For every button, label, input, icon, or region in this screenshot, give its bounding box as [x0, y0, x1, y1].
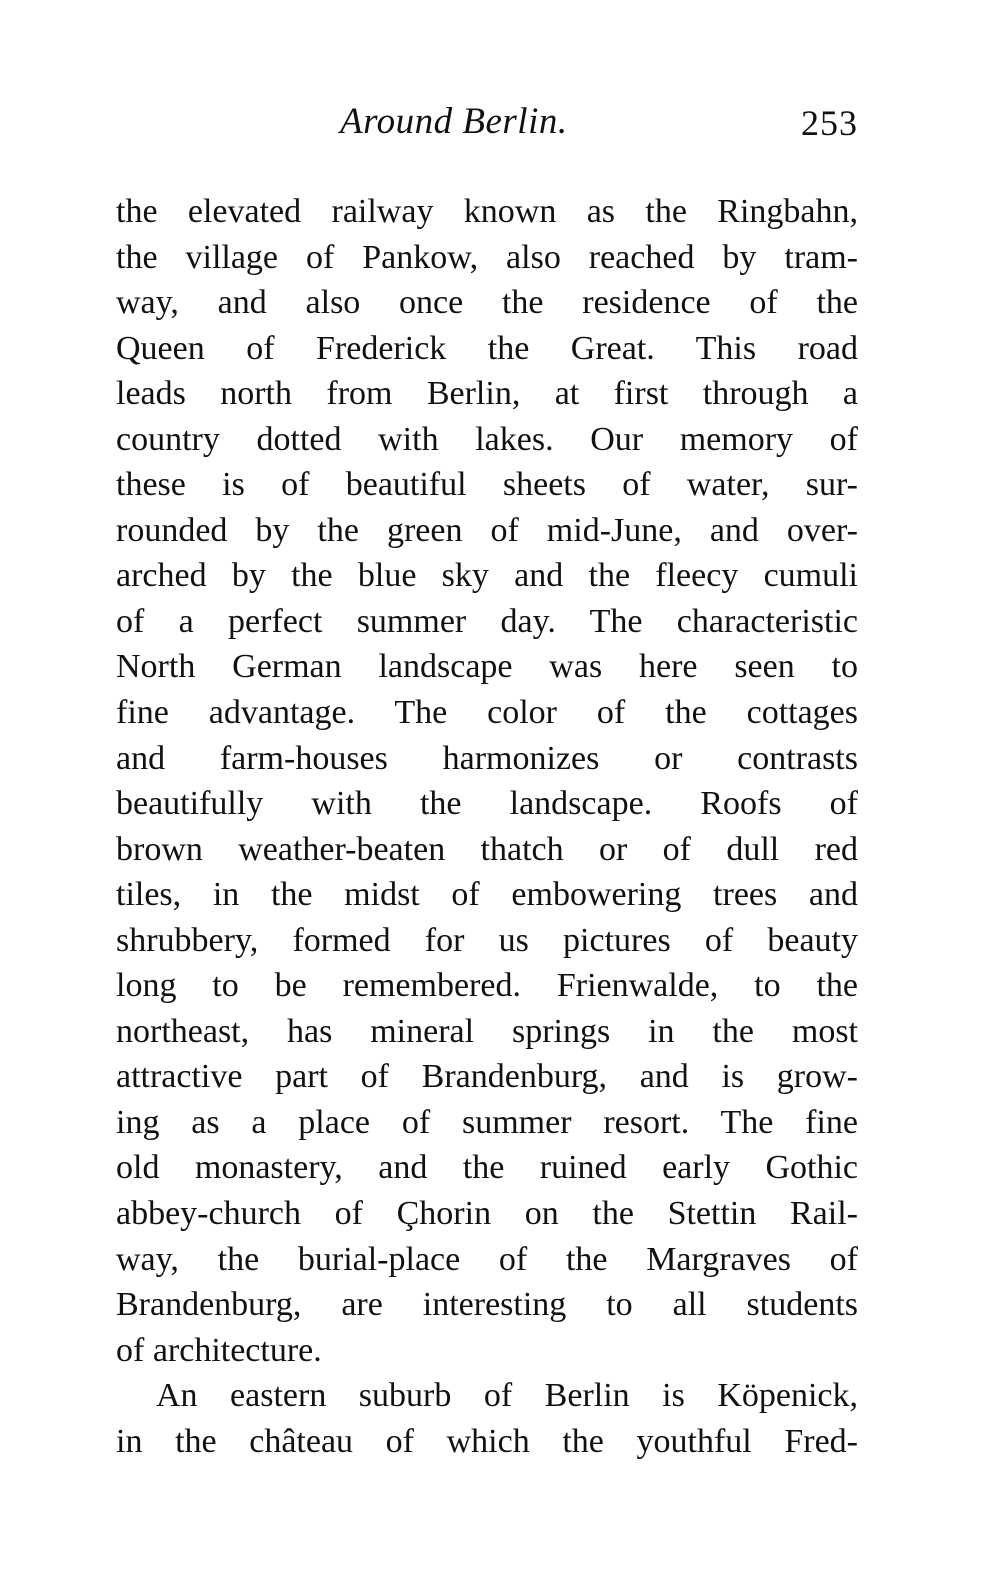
text-line: attractive part of Brandenburg, and is grow- — [116, 1058, 858, 1096]
text-line: way, and also once the residence of the — [116, 284, 858, 322]
text-line: leads north from Berlin, at first through a — [116, 375, 858, 413]
running-head — [116, 100, 858, 148]
text-line: brown weather-beaten thatch or of dull red — [116, 830, 858, 868]
text-line: shrubbery, formed for us pictures of beauty — [116, 921, 858, 959]
text-line: arched by the blue sky and the fleecy cumuli — [116, 557, 858, 595]
text-line: long to be remembered. Frienwalde, to the — [116, 967, 858, 1005]
text-line: in the château of which the youthful Fred- — [116, 1422, 858, 1460]
text-line: tiles, in the midst of embowering trees and — [116, 876, 858, 914]
text-line: Queen of Frederick the Great. This road — [116, 329, 858, 367]
text-line: these is of beautiful sheets of water, sur- — [116, 466, 858, 504]
text-line: old monastery, and the ruined early Gothic — [116, 1149, 858, 1187]
text-line: rounded by the green of mid-June, and over- — [116, 511, 858, 549]
page-number: 253 — [801, 103, 858, 143]
text-line: beautifully with the landscape. Roofs of — [116, 785, 858, 823]
text-line: country dotted with lakes. Our memory of — [116, 420, 858, 458]
text-line: way, the burial-place of the Margraves of — [116, 1240, 858, 1278]
text-line: abbey-church of Çhorin on the Stettin Rail- — [116, 1195, 858, 1233]
paragraph-1 — [116, 189, 858, 1373]
text-line: of architecture. — [116, 1331, 322, 1369]
body-text — [116, 189, 858, 1464]
text-line: the elevated railway known as the Ringbahn, — [116, 193, 858, 230]
text-line: ing as a place of summer resort. The fine — [116, 1103, 858, 1141]
paragraph-2 — [116, 1373, 858, 1464]
text-line: northeast, has mineral springs in the most — [116, 1012, 858, 1050]
text-line: North German landscape was here seen to — [116, 648, 858, 686]
running-title: Around Berlin. — [340, 101, 568, 142]
text-line: fine advantage. The color of the cottages — [116, 694, 858, 732]
text-line: An eastern suburb of Berlin is Köpenick, — [156, 1377, 858, 1415]
text-line: and farm-houses harmonizes or contrasts — [116, 739, 858, 777]
text-line: Brandenburg, are interesting to all students — [116, 1286, 858, 1324]
text-line: the village of Pankow, also reached by tram- — [116, 238, 858, 276]
text-line: of a perfect summer day. The characteristic — [116, 602, 858, 640]
